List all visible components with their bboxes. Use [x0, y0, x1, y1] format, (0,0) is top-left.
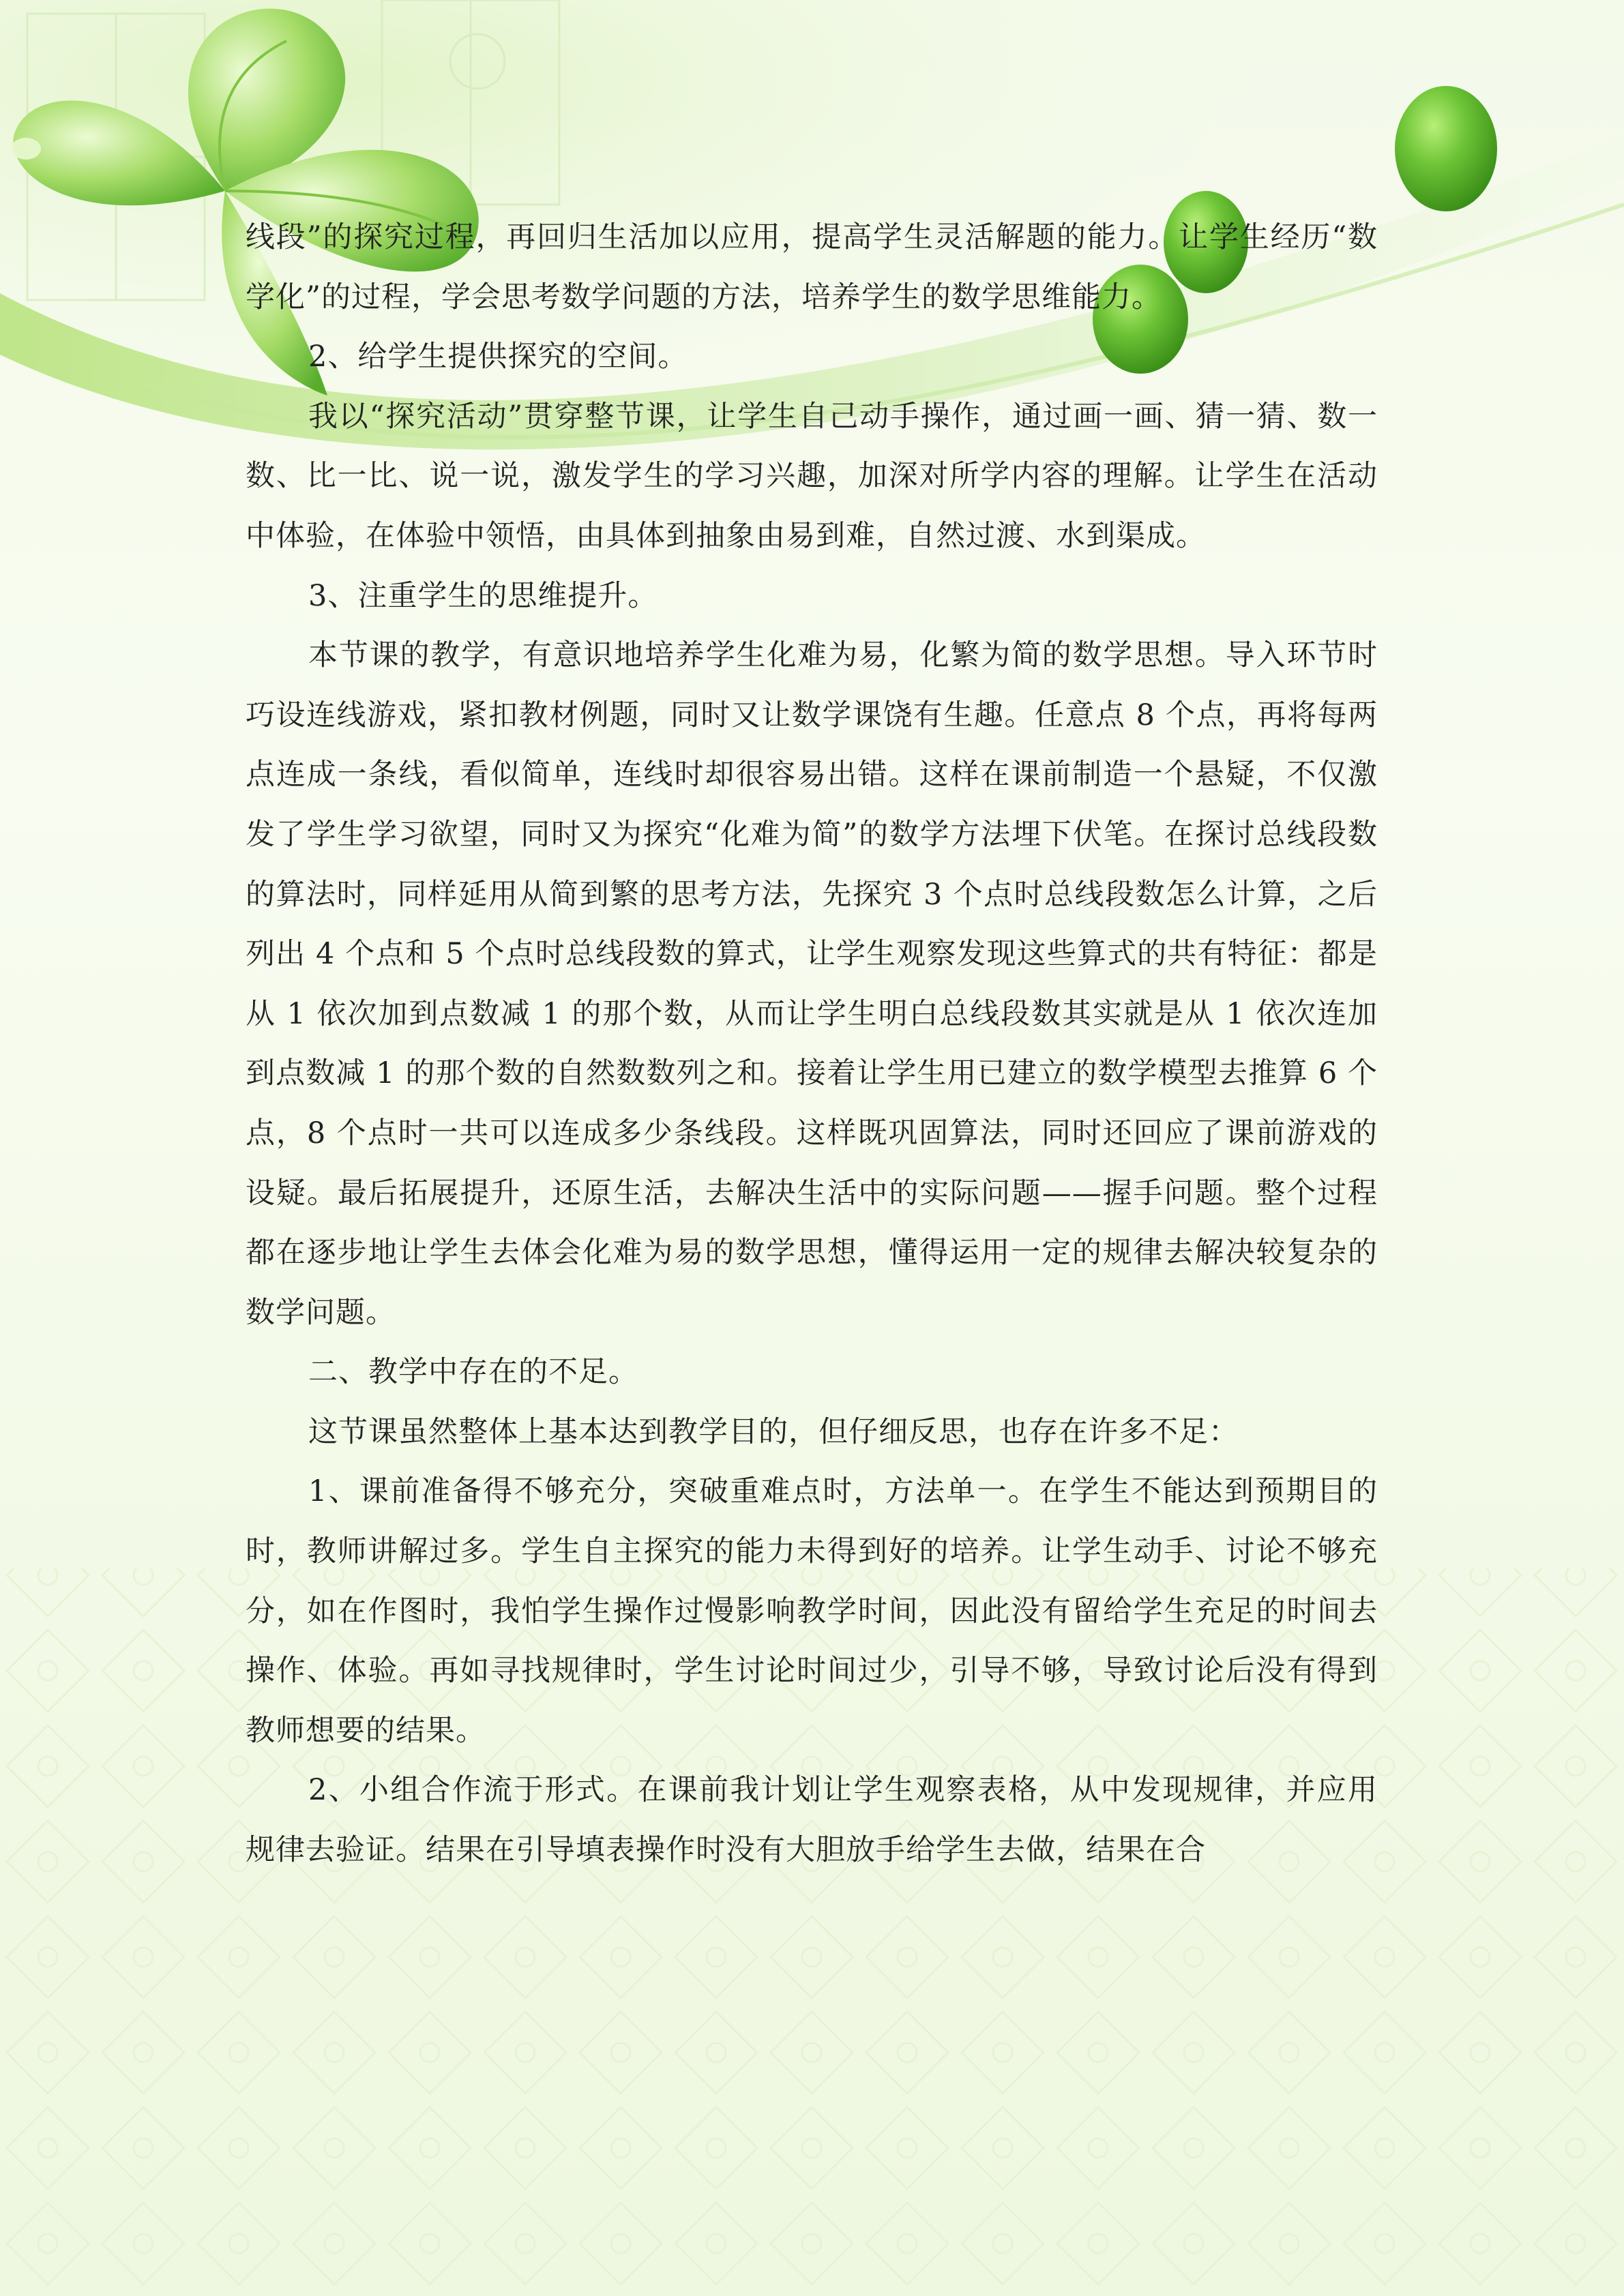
heading-6: 二、教学中存在的不足。: [308, 1355, 638, 1390]
paragraph-3: 我以“探究活动”贯穿整节课，让学生自己动手操作，通过画一画、猜一猜、数一数、比一比、说一说，激发学生的学习兴趣，加深对所学内容的理解。让学生在活动中体验，在体验中领悟，由具体到抽象由易到难，自然过渡、水到渠成。: [246, 399, 1378, 553]
paragraph-9: 2、小组合作流于形式。在课前我计划让学生观察表格，从中发现规律，并应用规律去验证。结果在引导填表操作时没有大胆放手给学生去做，结果在合: [246, 1773, 1378, 1868]
document-body: [246, 208, 1378, 1881]
paragraph-7: 这节课虽然整体上基本达到教学目的，但仔细反思，也存在许多不足：: [308, 1414, 1239, 1449]
heading-4: 3、注重学生的思维提升。: [308, 578, 658, 613]
paragraph-5: 本节课的教学，有意识地培养学生化难为易，化繁为简的数学思想。导入环节时巧设连线游戏，紧扣教材例题，同时又让数学课饶有生趣。任意点 8 个点，再将每两点连成一条线，看似简单，连线时却很容易出错。这样在课前制造一个悬疑，不仅激发了学生学习欲望，同时又为探究“化难为简”的数学方法埋下伏笔。在探讨总线段数的算法时，同样延用从简到繁的思考方法，先探究 3 个点时总线段数怎么计算，之后列出 4 个点和 5 个点时总线段数的算式，让学生观察发现这些算式的共有特征：都是从 1 依次加到点数减 1 的那个数，从而让学生明白总线段数其实就是从 1 依次连加到点数减 1 的那个数的自然数数列之和。接着让学生用已建立的数学模型去推算 6 个点，8 个点时一共可以连成多少条线段。这样既巩固算法，同时还回应了课前游戏的设疑。最后拓展提升，还原生活，去解决生活中的实际问题——握手问题。整个过程都在逐步地让学生去体会化难为易的数学思想，懂得运用一定的规律去解决较复杂的数学问题。: [246, 638, 1378, 1330]
paragraph-1: 线段”的探究过程，再回归生活加以应用，提高学生灵活解题的能力。让学生经历“数学化”的过程，学会思考数学问题的方法，培养学生的数学思维能力。: [246, 220, 1378, 314]
heading-2: 2、给学生提供探究的空间。: [308, 340, 688, 374]
paragraph-8: 1、课前准备得不够充分，突破重难点时，方法单一。在学生不能达到预期目的时，教师讲解过多。学生自主探究的能力未得到好的培养。让学生动手、讨论不够充分，如在作图时，我怕学生操作过慢影响教学时间，因此没有留给学生充足的时间去操作、体验。再如寻找规律时，学生讨论时间过少，引导不够，导致讨论后没有得到教师想要的结果。: [246, 1474, 1378, 1748]
